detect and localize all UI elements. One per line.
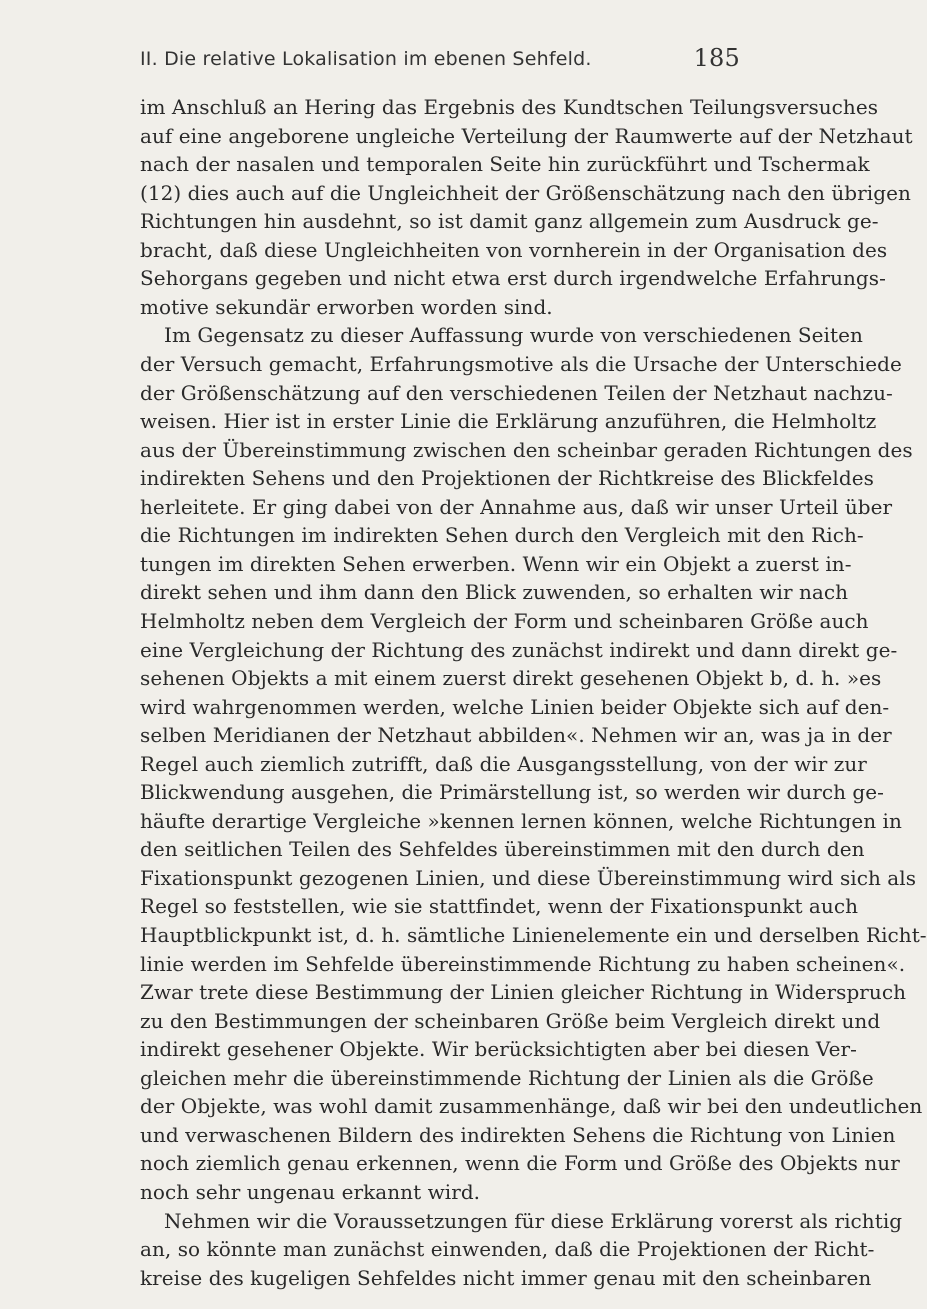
text-line: tungen im direkten Sehen erwerben. Wenn wir ein Objekt a zuerst in- [140,551,852,576]
text-line: Zwar trete diese Bestimmung der Linien gleicher Richtung in Widerspruch [140,980,907,1005]
text-line: selben Meridianen der Netzhaut abbilden«. Nehmen wir an, was ja in der [140,723,892,748]
text-line: Hauptblickpunkt ist, d. h. sämtliche Linienelemente ein und derselben Richt- [140,923,927,947]
text-line: eine Vergleichung der Richtung des zunächst indirekt und dann direkt ge- [140,637,898,662]
chapter-heading: II. Die relative Lokalisation im ebenen Sehfeld. [140,48,592,70]
text-line: indirekt gesehener Objekte. Wir berücksichtigten aber bei diesen Ver- [140,1037,857,1062]
text-line: aus der Übereinstimmung zwischen den scheinbar geraden Richtungen des [140,437,913,462]
running-head [140,44,740,78]
text-line: Regel auch ziemlich zutrifft, daß die Ausgangsstellung, von der wir zur [140,751,867,776]
text-line: Fixationspunkt gezogenen Linien, und diese Übereinstimmung wird sich als [140,865,917,890]
text-line: motive sekundär erworben worden sind. [140,294,553,319]
page-number: 185 [693,44,740,72]
text-line: (12) dies auch auf die Ungleichheit der Größenschätzung nach den übrigen [140,180,911,205]
text-line: direkt sehen und ihm dann den Blick zuwenden, so erhalten wir nach [140,580,849,605]
text-line: bracht, daß diese Ungleichheiten von vornherein in der Organisation des [140,237,888,262]
text-line: Nehmen wir die Voraussetzungen für diese Erklärung vorerst als richtig [164,1208,903,1233]
text-line: häufte derartige Vergleiche »kennen lernen können, welche Richtungen in [140,808,902,833]
text-line: zu den Bestimmungen der scheinbaren Größe beim Vergleich direkt und [140,1008,881,1033]
text-line: weisen. Hier ist in erster Linie die Erklärung anzuführen, die Helmholtz [140,409,877,434]
text-line: Blickwendung ausgehen, die Primärstellung ist, so werden wir durch ge- [140,780,884,805]
text-line: kreise des kugeligen Sehfeldes nicht immer genau mit den scheinbaren [140,1265,872,1290]
text-line: herleitete. Er ging dabei von der Annahme aus, daß wir unser Urteil über [140,494,893,519]
text-line: der Objekte, was wohl damit zusammenhänge, daß wir bei den undeutlichen [140,1094,923,1119]
text-line: Richtungen hin ausdehnt, so ist damit ganz allgemein zum Ausdruck ge- [140,209,879,234]
text-line: Helmholtz neben dem Vergleich der Form und scheinbaren Größe auch [140,608,869,633]
text-line: die Richtungen im indirekten Sehen durch den Vergleich mit den Rich- [140,523,864,548]
text-line: gleichen mehr die übereinstimmende Richtung der Linien als die Größe [140,1065,874,1090]
text-line: Regel so feststellen, wie sie stattfindet, wenn der Fixationspunkt auch [140,894,859,919]
text-line: noch sehr ungenau erkannt wird. [140,1179,481,1204]
text-line: auf eine angeborene ungleiche Verteilung der Raumwerte auf der Netzhaut [140,123,913,148]
text-line: linie werden im Sehfelde übereinstimmende Richtung zu haben scheinen«. [140,951,906,976]
text-line: indirekten Sehens und den Projektionen der Richtkreise des Blickfeldes [140,466,874,491]
text-line: der Größenschätzung auf den verschiedenen Teilen der Netzhaut nachzu- [140,380,893,405]
text-line: wird wahrgenommen werden, welche Linien beider Objekte sich auf den- [140,694,890,719]
text-line: an, so könnte man zunächst einwenden, daß die Projektionen der Richt- [140,1237,875,1261]
text-line: und verwaschenen Bildern des indirekten Sehens die Richtung von Linien [140,1122,896,1147]
text-line: nach der nasalen und temporalen Seite hin zurückführt und Tschermak [140,152,870,177]
text-line: Sehorgans gegeben und nicht etwa erst durch irgendwelche Erfahrungs- [140,266,886,291]
text-line: noch ziemlich genau erkennen, wenn die Form und Größe des Objekts nur [140,1151,900,1176]
text-line: im Anschluß an Hering das Ergebnis des Kundtschen Teilungsversuches [140,95,879,119]
text-line: sehenen Objekts a mit einem zuerst direkt gesehenen Objekt b, d. h. »es [140,666,882,690]
text-line: Im Gegensatz zu dieser Auffassung wurde von verschiedenen Seiten [164,323,863,348]
text-line: der Versuch gemacht, Erfahrungsmotive als die Ursache der Unterschiede [140,351,902,376]
text-line: den seitlichen Teilen des Sehfeldes übereinstimmen mit den durch den [140,837,865,862]
